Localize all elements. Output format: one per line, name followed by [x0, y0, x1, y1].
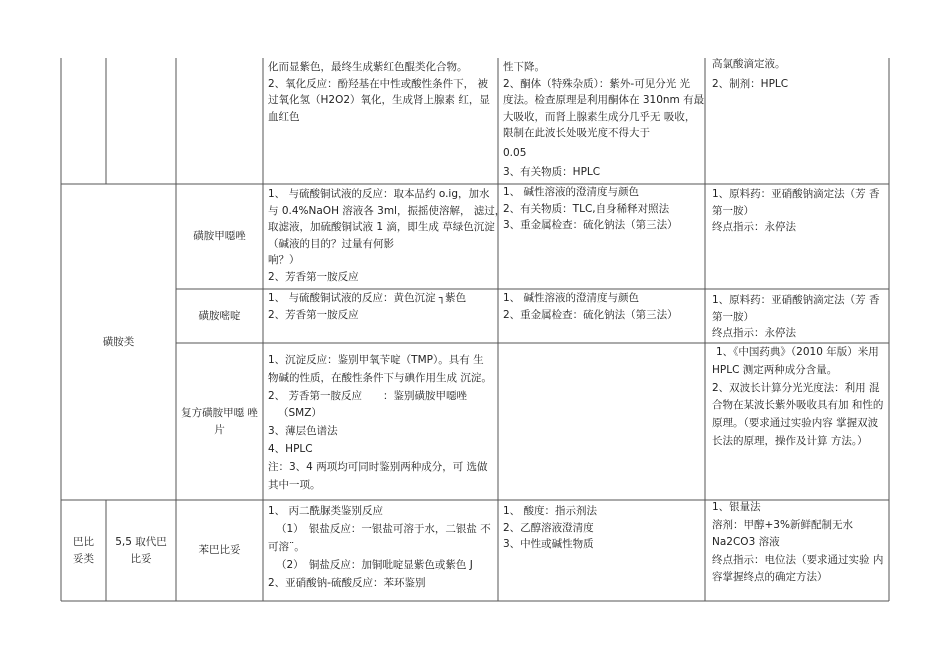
assay-cell: [712, 292, 887, 342]
text-line: 2、氧化反应：酚羟基在中性或酸性条件下， 被: [268, 77, 489, 90]
text-line: 物碱的性质，在酸性条件下与碘作用生成 沉淀。: [268, 371, 492, 384]
text-line: 0.05: [503, 146, 527, 159]
text-line: 限制在此波长处吸光度不得大于: [503, 127, 650, 139]
category-line: 妥类: [73, 552, 94, 565]
drug-name: 苯巴比妥: [198, 544, 241, 557]
assay-cell: [712, 186, 887, 236]
text-line: 2、亚硝酸钠-硫酸反应：苯环鉴别: [268, 577, 426, 589]
text-line: 合物在某波长紫外吸收具有加 和性的: [712, 399, 884, 412]
category-label: 磺胺类: [102, 335, 135, 348]
text-line: 1、 碱性溶液的澄清度与颜色: [503, 186, 640, 198]
assay-cell: [712, 344, 887, 451]
category-barbiturates: [61, 500, 106, 601]
drug-name-line: 复方磺胺甲噁 唑: [181, 407, 258, 419]
subcategory-cell: [106, 500, 176, 601]
drug-name: [181, 405, 258, 438]
drug-name-cell: [176, 184, 263, 289]
cont-assay-cell: [712, 56, 887, 92]
text-line: 2、酮体（特殊杂质）：紫外-可见分光 光: [503, 77, 691, 90]
text-line: 1、 酸度：指示剂法: [503, 505, 598, 517]
text-line: 1、原料药：亚硝酸钠滴定法（芳 香: [712, 188, 880, 200]
text-line: 2、有关物质：TLC,自身稀释对照法: [503, 202, 670, 215]
text-line: 度法。检查原理是利用酮体在 310nm 有最: [503, 94, 705, 106]
text-line: 取滤液，加硫酸铜试液 1 滴，即生成 草绿色沉淀: [268, 221, 495, 233]
subcategory-label: [115, 534, 167, 567]
text-line: 1、 与硫酸铜试液的反应：黄色沉淀 ┐紫色: [268, 292, 467, 304]
text-line: 3、有关物质：HPLC: [503, 166, 601, 178]
text-line: Na2CO3 溶液: [712, 536, 780, 548]
drug-name: 磺胺甲噁唑: [193, 230, 246, 243]
text-line: 与 0.4%NaOH 溶液各 3ml，振摇使溶解， 滤过，: [268, 204, 506, 217]
subcategory-line: 比妥: [130, 552, 152, 565]
drug-name: 磺胺嘧啶: [198, 309, 241, 322]
checks-cell: [503, 290, 703, 323]
text-line: （碱液的目的？过量有何影: [268, 237, 394, 250]
text-line: 其中一项。: [268, 478, 321, 491]
text-line: （2） 铜盐反应：加铜吡啶显紫色或紫色 J: [276, 559, 473, 571]
text-line: 1、 丙二酰脲类鉴别反应: [268, 505, 384, 517]
text-line: 可溶¨。: [268, 541, 305, 553]
text-line: （SMZ）: [278, 407, 322, 420]
text-line: 1、原料药：亚硝酸钠滴定法（芳 香: [712, 294, 880, 306]
drug-name-cell: [176, 500, 263, 601]
text-line: 性下降。: [503, 61, 545, 73]
text-line: 3、中性或碱性物质: [503, 538, 594, 550]
checks-cell: [503, 184, 703, 234]
tests-cell: [268, 502, 496, 592]
text-line: 1、沉淀反应：鉴别甲氧苄啶（TMP）。具有 生: [268, 354, 484, 366]
text-line: 原理。（要求通过实验内容 掌握双波: [712, 417, 879, 430]
text-line: 终点指示：永停法: [712, 327, 796, 339]
assay-cell: [712, 499, 887, 587]
text-line: 注：3、4 两项均可同时鉴别两种成分，可 选做: [268, 460, 488, 473]
cont-tests-cell: [268, 59, 496, 125]
text-line: 第一胺）: [712, 204, 754, 217]
text-line: （1） 银盐反应：一银盐可溶于水，二银盐 不: [276, 523, 491, 535]
tests-cell: [268, 186, 506, 285]
text-line: 溶剂：甲醇+3%新鲜配制无水: [712, 518, 853, 531]
text-line: 1、《中国药典》（2010 年版）米用: [716, 346, 879, 358]
text-line: 1、 碱性溶液的澄清度与颜色: [503, 292, 640, 304]
text-line: 1、银量法: [712, 501, 761, 513]
text-line: HPLC 测定两种成分含量。: [712, 363, 838, 376]
drug-name-cell: [176, 343, 263, 500]
text-line: 化而显紫色，最终生成紫红色醌类化合物。: [268, 61, 468, 73]
text-line: 2、双波长计算分光光度法：利用 混: [712, 381, 880, 394]
text-line: 响？）: [268, 254, 300, 266]
tests-cell: [268, 290, 496, 323]
text-line: 终点指示：电位法（要求通过实验 内: [712, 553, 884, 566]
cont-checks-cell: [503, 59, 703, 181]
text-line: 4、HPLC: [268, 442, 313, 455]
text-line: 第一胺）: [712, 310, 754, 323]
text-line: 大吸收，而肾上腺素生成分几乎无 吸收，: [503, 110, 696, 123]
text-line: 2、 芳香第一胺反应 ：鉴别磺胺甲噁唑: [268, 389, 468, 402]
category-sulfonamides: [61, 184, 176, 500]
text-line: 2、乙醇溶液澄清度: [503, 521, 594, 534]
text-line: 2、芳香第一胺反应: [268, 308, 359, 321]
text-line: 终点指示：永停法: [712, 221, 796, 233]
text-line: 3、薄层色谱法: [268, 425, 338, 438]
drug-name-cell: [176, 289, 263, 343]
subcategory-line: 5,5 取代巴: [115, 536, 167, 548]
text-line: 容掌握终点的确定方法）: [712, 571, 828, 583]
text-line: 1、 与硫酸铜试液的反应：取本品约 o.ig，加水: [268, 188, 490, 200]
category-label: [73, 534, 94, 567]
tests-cell: [268, 352, 496, 494]
text-line: 长法的原理，操作及计算 方法。）: [712, 434, 868, 447]
text-line: 3、重金属检查：硫化钠法（第三法）: [503, 219, 678, 231]
text-line: 2、重金属检查：硫化钠法（第三法）: [503, 308, 678, 321]
text-line: 高氯酸滴定液。: [712, 58, 786, 70]
text-line: 2、制剂：HPLC: [712, 77, 789, 90]
text-line: 血红色: [268, 110, 300, 123]
drug-name-line: 片: [214, 423, 225, 436]
text-line: 2、芳香第一胺反应: [268, 270, 359, 283]
checks-cell: [503, 503, 703, 553]
text-line: 过氧化氢（H2O2）氧化，生成肾上腺素 红，显: [268, 94, 490, 106]
category-line: 巴比: [73, 536, 94, 548]
